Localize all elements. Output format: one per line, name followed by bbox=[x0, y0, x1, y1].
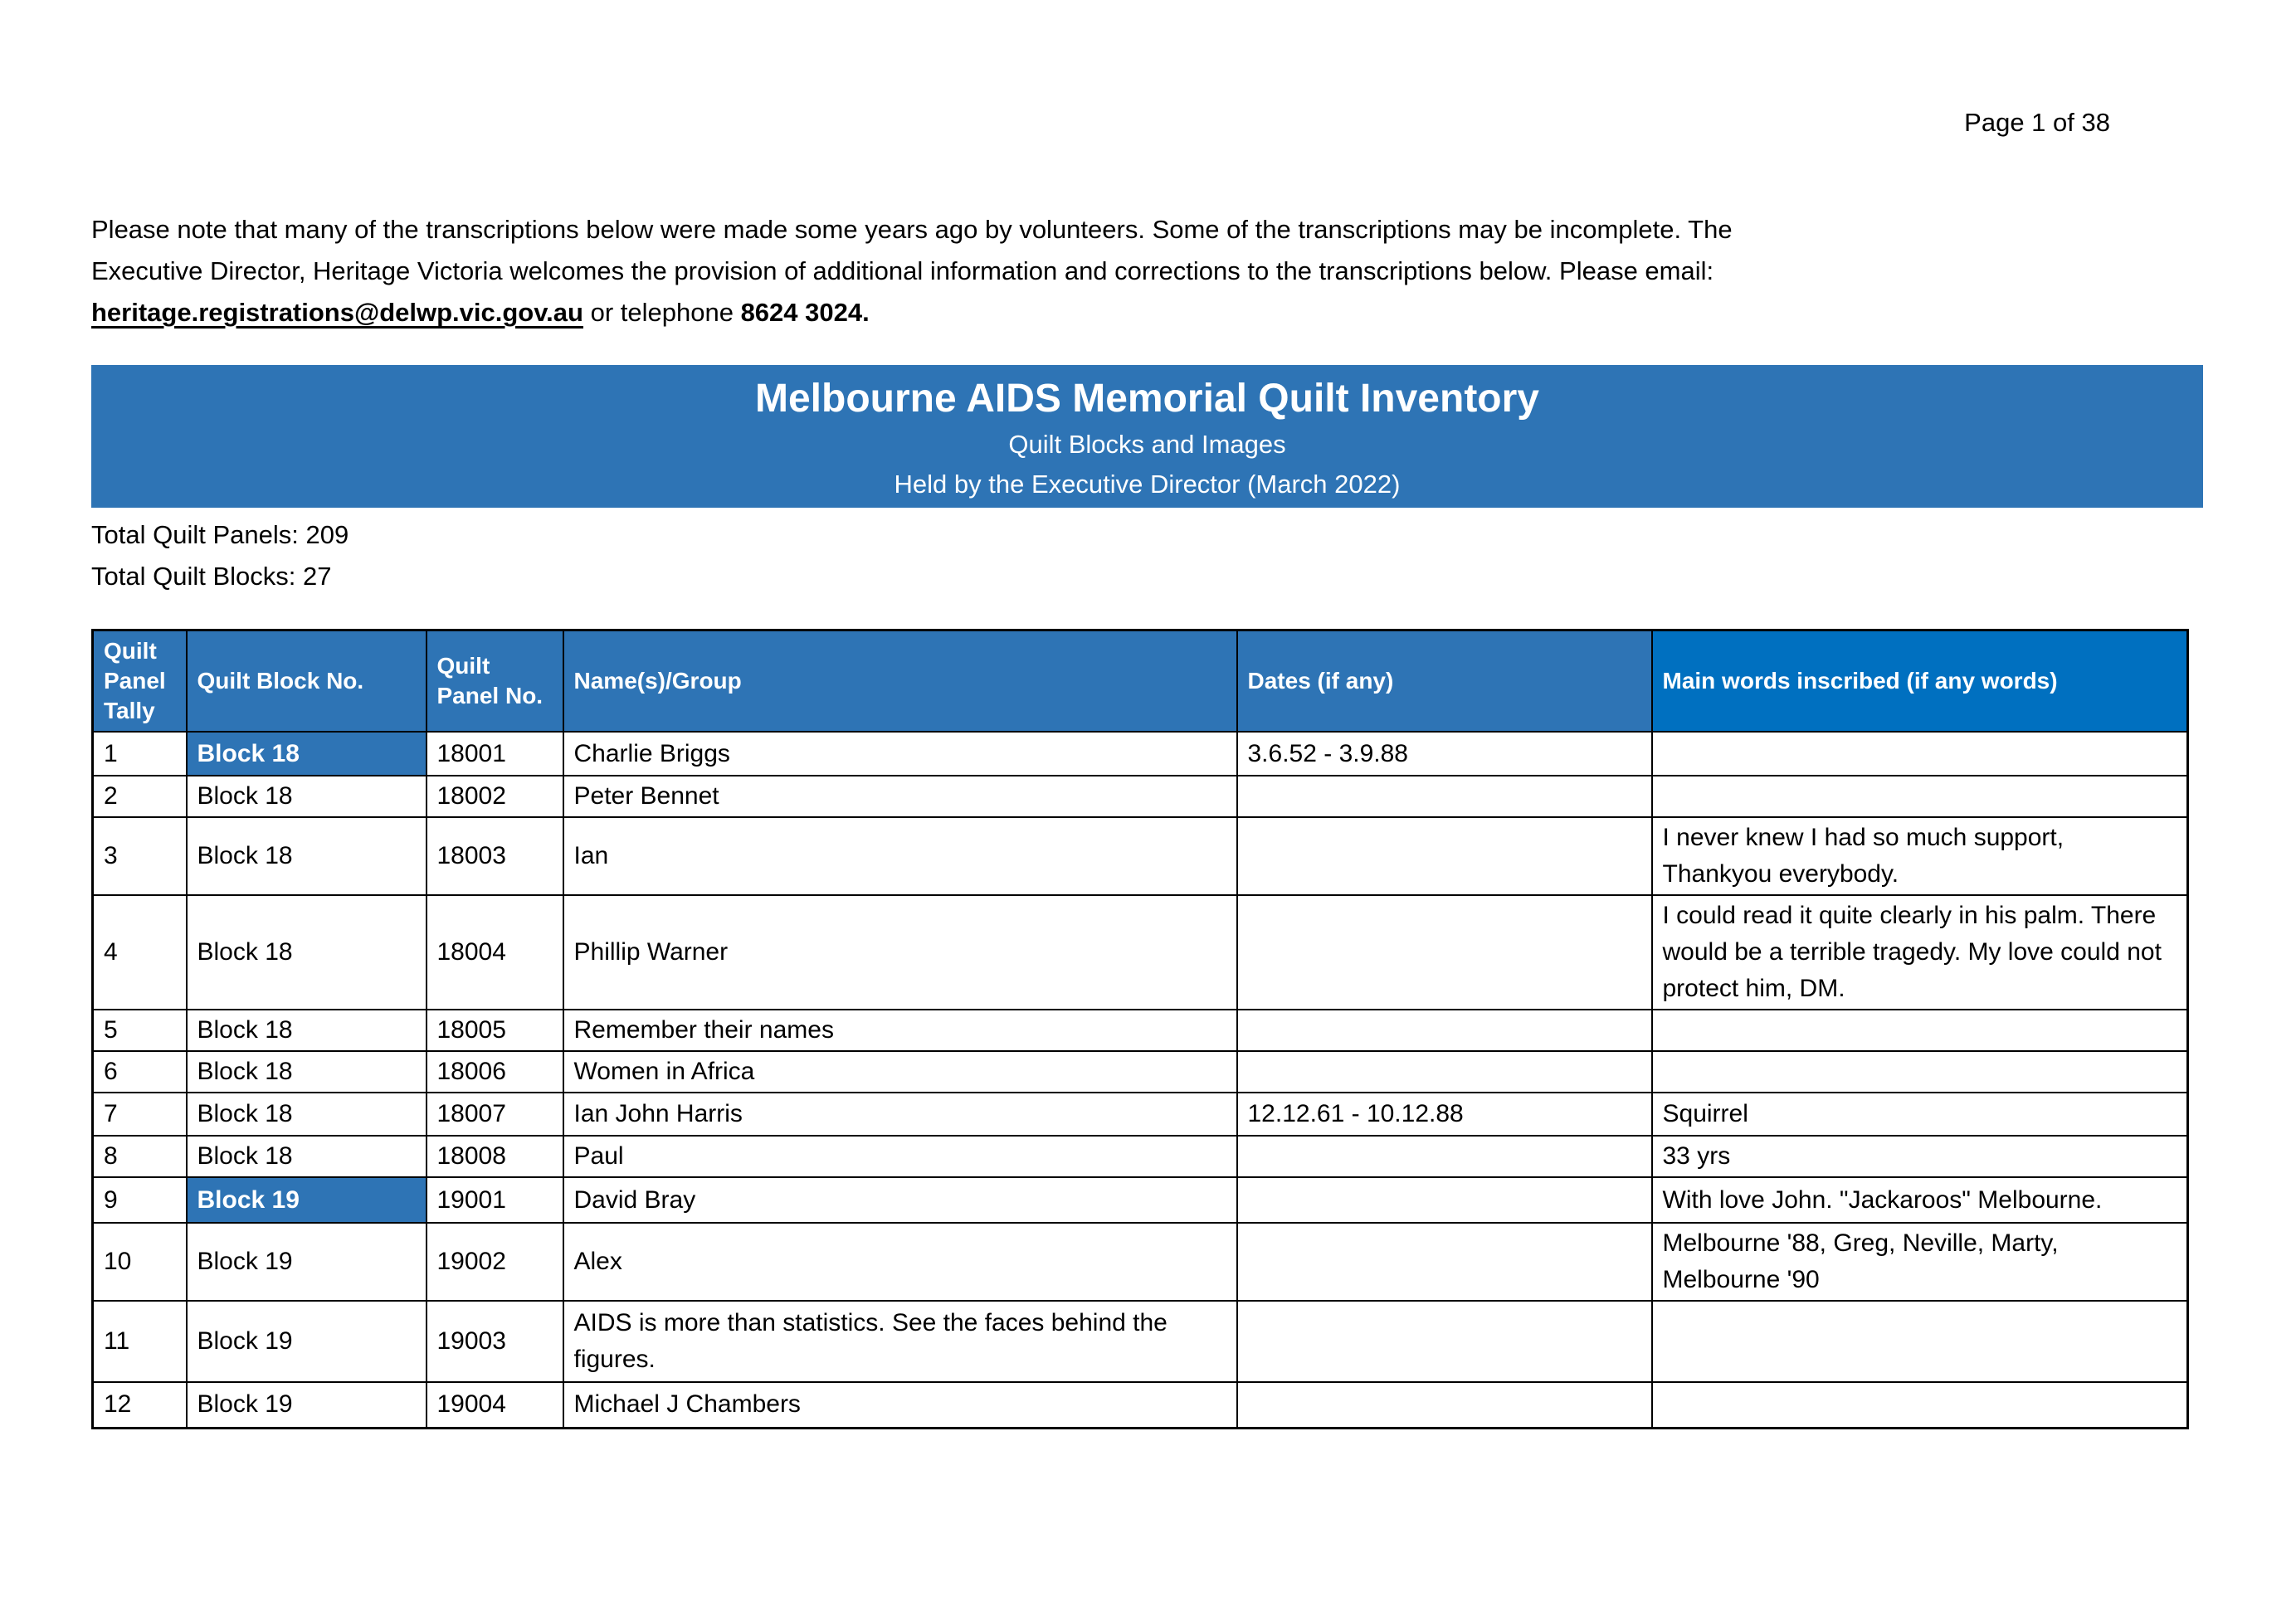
table-row bbox=[93, 1382, 2188, 1428]
cell-tally: 11 bbox=[93, 1301, 187, 1382]
cell-name: Alex bbox=[563, 1223, 1237, 1301]
cell-dates bbox=[1237, 1177, 1652, 1223]
cell-dates bbox=[1237, 895, 1652, 1010]
table-row bbox=[93, 1177, 2188, 1223]
table-row bbox=[93, 1301, 2188, 1382]
column-header-quilt-block-no: Quilt Block No. bbox=[187, 630, 427, 733]
cell-words bbox=[1652, 1301, 2188, 1382]
inventory-table-header bbox=[93, 630, 2188, 733]
cell-words: Melbourne '88, Greg, Neville, Marty, Melbourne '90 bbox=[1652, 1223, 2188, 1301]
table-row bbox=[93, 1051, 2188, 1093]
cell-dates bbox=[1237, 1223, 1652, 1301]
cell-block-no: Block 18 bbox=[187, 895, 427, 1010]
cell-block-no: Block 18 bbox=[187, 776, 427, 817]
table-row bbox=[93, 1093, 2188, 1136]
cell-dates: 3.6.52 - 3.9.88 bbox=[1237, 732, 1652, 776]
cell-dates bbox=[1237, 1051, 1652, 1093]
table-row bbox=[93, 776, 2188, 817]
contact-email-link[interactable]: heritage.registrations@delwp.vic.gov.au bbox=[91, 298, 583, 327]
cell-name: Paul bbox=[563, 1136, 1237, 1177]
column-header-names-group: Name(s)/Group bbox=[563, 630, 1237, 733]
cell-panel-no: 18003 bbox=[427, 817, 563, 895]
cell-words bbox=[1652, 1010, 2188, 1051]
cell-words bbox=[1652, 1382, 2188, 1428]
cell-panel-no: 18005 bbox=[427, 1010, 563, 1051]
cell-words: Squirrel bbox=[1652, 1093, 2188, 1136]
cell-tally: 6 bbox=[93, 1051, 187, 1093]
cell-name: AIDS is more than statistics. See the faces behind the figures. bbox=[563, 1301, 1237, 1382]
cell-words: 33 yrs bbox=[1652, 1136, 2188, 1177]
cell-panel-no: 18008 bbox=[427, 1136, 563, 1177]
cell-panel-no: 18004 bbox=[427, 895, 563, 1010]
header-row bbox=[93, 630, 2188, 733]
total-quilt-blocks: Total Quilt Blocks: 27 bbox=[91, 562, 332, 591]
cell-name: Phillip Warner bbox=[563, 895, 1237, 1010]
cell-dates bbox=[1237, 1010, 1652, 1051]
cell-panel-no: 18007 bbox=[427, 1093, 563, 1136]
column-header-dates: Dates (if any) bbox=[1237, 630, 1652, 733]
document-subtitle-2: Held by the Executive Director (March 2022) bbox=[894, 470, 1401, 499]
cell-dates: 12.12.61 - 10.12.88 bbox=[1237, 1093, 1652, 1136]
column-header-quilt-panel-tally: Quilt Panel Tally bbox=[93, 630, 187, 733]
cell-panel-no: 19001 bbox=[427, 1177, 563, 1223]
cell-block-no: Block 19 bbox=[187, 1177, 427, 1223]
table-row bbox=[93, 1010, 2188, 1051]
cell-panel-no: 19002 bbox=[427, 1223, 563, 1301]
cell-block-no: Block 19 bbox=[187, 1223, 427, 1301]
column-header-main-words: Main words inscribed (if any words) bbox=[1652, 630, 2188, 733]
inventory-table-body bbox=[93, 732, 2188, 1428]
cell-dates bbox=[1237, 1382, 1652, 1428]
cell-panel-no: 18001 bbox=[427, 732, 563, 776]
cell-dates bbox=[1237, 1136, 1652, 1177]
cell-panel-no: 19003 bbox=[427, 1301, 563, 1382]
cell-dates bbox=[1237, 776, 1652, 817]
table-row bbox=[93, 895, 2188, 1010]
cell-panel-no: 18002 bbox=[427, 776, 563, 817]
intro-line-1: Please note that many of the transcriptions below were made some years ago by volunteers. Some of the transcriptions may be incomplete. The bbox=[91, 215, 1733, 244]
cell-tally: 1 bbox=[93, 732, 187, 776]
cell-block-no: Block 18 bbox=[187, 1136, 427, 1177]
intro-line-3 bbox=[91, 292, 2116, 333]
cell-tally: 10 bbox=[93, 1223, 187, 1301]
cell-name: Peter Bennet bbox=[563, 776, 1237, 817]
cell-words bbox=[1652, 1051, 2188, 1093]
cell-words: I could read it quite clearly in his palm. There would be a terrible tragedy. My love could not protect him, DM. bbox=[1652, 895, 2188, 1010]
table-row bbox=[93, 732, 2188, 776]
cell-words: I never knew I had so much support, Thankyou everybody. bbox=[1652, 817, 2188, 895]
document-title: Melbourne AIDS Memorial Quilt Inventory bbox=[755, 377, 1539, 421]
contact-phone: 8624 3024. bbox=[740, 298, 870, 327]
document-subtitle-1: Quilt Blocks and Images bbox=[1008, 430, 1286, 459]
cell-block-no: Block 18 bbox=[187, 817, 427, 895]
inventory-table bbox=[91, 629, 2189, 1429]
cell-tally: 8 bbox=[93, 1136, 187, 1177]
cell-tally: 4 bbox=[93, 895, 187, 1010]
intro-line-2: Executive Director, Heritage Victoria welcomes the provision of additional information and corrections to the transcriptions below. Please email: bbox=[91, 256, 1714, 285]
cell-name: David Bray bbox=[563, 1177, 1237, 1223]
cell-block-no: Block 18 bbox=[187, 732, 427, 776]
title-banner bbox=[91, 365, 2203, 508]
cell-panel-no: 18006 bbox=[427, 1051, 563, 1093]
totals-block bbox=[91, 514, 349, 597]
intro-after-email: or telephone bbox=[583, 298, 741, 327]
cell-name: Ian bbox=[563, 817, 1237, 895]
cell-block-no: Block 19 bbox=[187, 1382, 427, 1428]
cell-block-no: Block 18 bbox=[187, 1093, 427, 1136]
cell-tally: 2 bbox=[93, 776, 187, 817]
cell-dates bbox=[1237, 817, 1652, 895]
cell-name: Women in Africa bbox=[563, 1051, 1237, 1093]
cell-block-no: Block 18 bbox=[187, 1051, 427, 1093]
cell-name: Ian John Harris bbox=[563, 1093, 1237, 1136]
cell-tally: 3 bbox=[93, 817, 187, 895]
page-number: Page 1 of 38 bbox=[1964, 108, 2110, 137]
column-header-quilt-panel-no: Quilt Panel No. bbox=[427, 630, 563, 733]
cell-dates bbox=[1237, 1301, 1652, 1382]
cell-tally: 12 bbox=[93, 1382, 187, 1428]
cell-tally: 7 bbox=[93, 1093, 187, 1136]
cell-panel-no: 19004 bbox=[427, 1382, 563, 1428]
table-row bbox=[93, 817, 2188, 895]
cell-words bbox=[1652, 776, 2188, 817]
cell-tally: 9 bbox=[93, 1177, 187, 1223]
cell-name: Charlie Briggs bbox=[563, 732, 1237, 776]
total-quilt-panels: Total Quilt Panels: 209 bbox=[91, 520, 349, 549]
intro-paragraph bbox=[91, 209, 2116, 333]
cell-name: Remember their names bbox=[563, 1010, 1237, 1051]
cell-words: With love John. "Jackaroos" Melbourne. bbox=[1652, 1177, 2188, 1223]
cell-words bbox=[1652, 732, 2188, 776]
cell-block-no: Block 19 bbox=[187, 1301, 427, 1382]
cell-name: Michael J Chambers bbox=[563, 1382, 1237, 1428]
cell-block-no: Block 18 bbox=[187, 1010, 427, 1051]
cell-tally: 5 bbox=[93, 1010, 187, 1051]
table-row bbox=[93, 1223, 2188, 1301]
table-row bbox=[93, 1136, 2188, 1177]
